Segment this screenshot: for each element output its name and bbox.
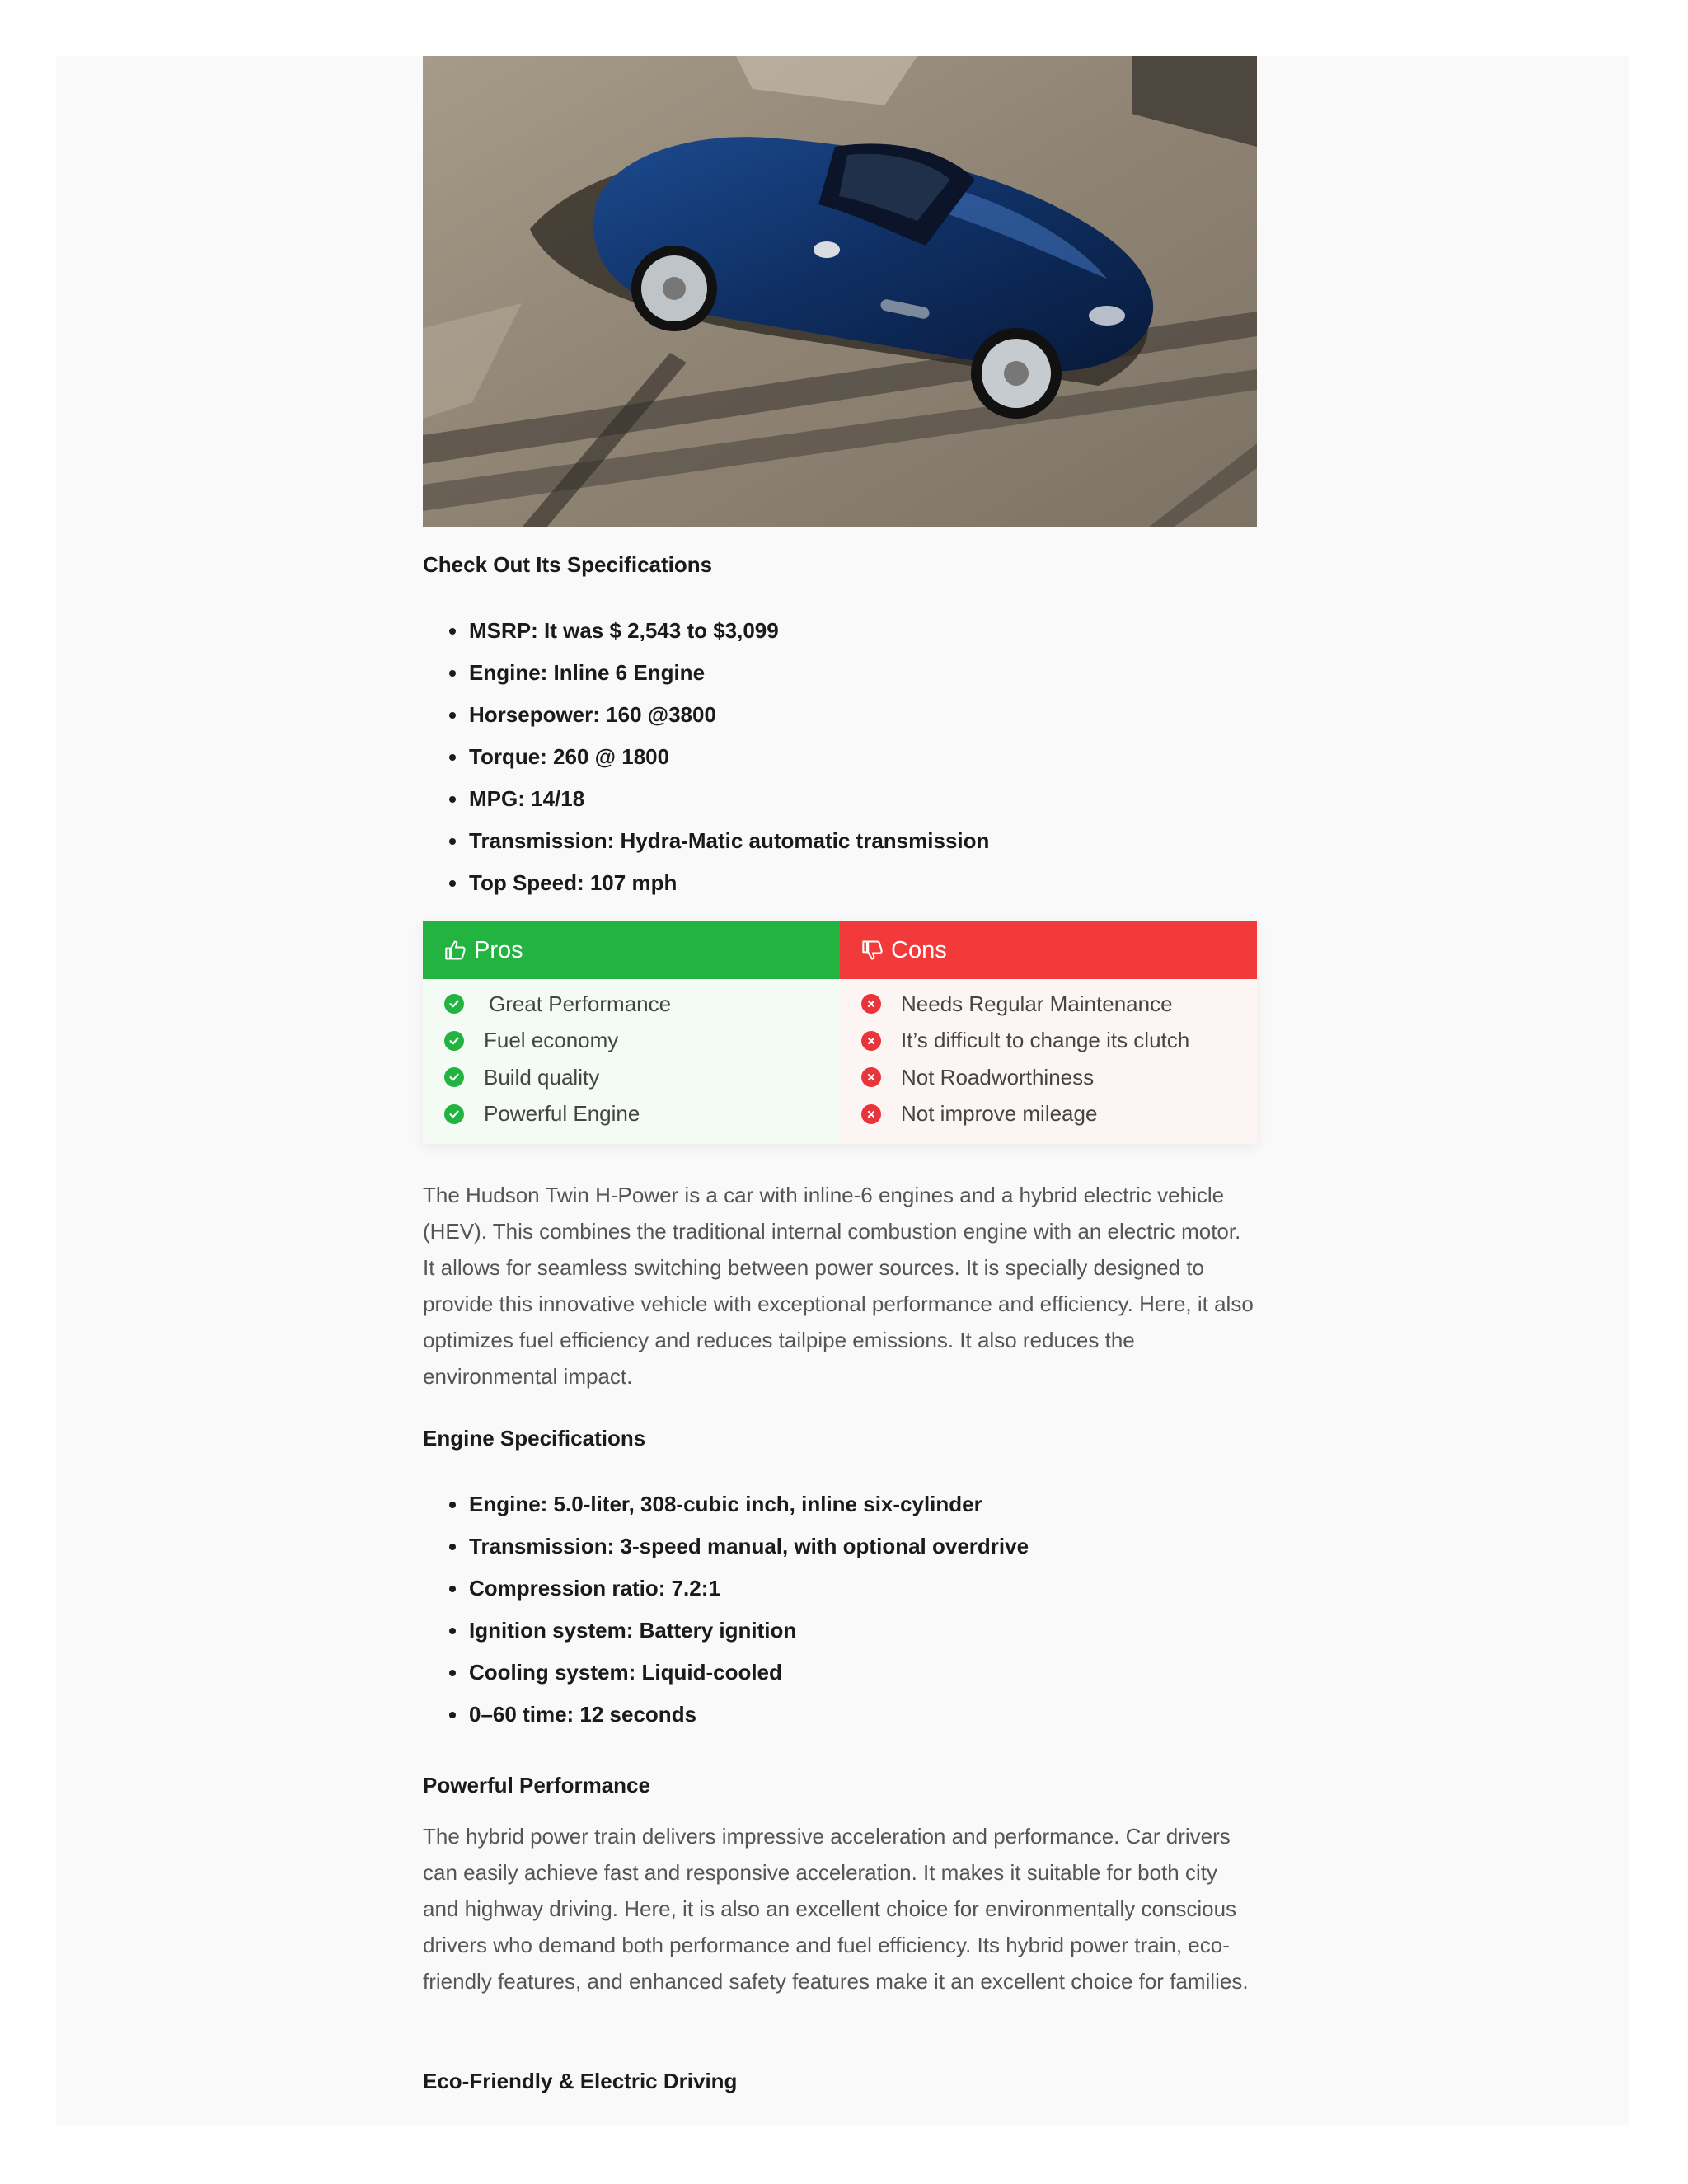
- performance-paragraph: The hybrid power train delivers impressive acceleration and performance. Car drivers can easily achieve fast and responsive acceleration. It makes it suitable for both city and highway driving. Here, it is also an excellent choice for environmentally conscious drivers who demand both performance and fuel efficiency. Its hybrid power train, eco-friendly features, and enhanced safety features make it an excellent choice for families.: [423, 1824, 1249, 1994]
- eco-heading: Eco-Friendly & Electric Driving: [423, 2069, 738, 2093]
- intro-paragraph: The Hudson Twin H-Power is a car with inline-6 engines and a hybrid electric vehicle (HEV). This combines the traditional internal combustion engine with an electric motor. It allows for seamless switching between power sources. It is specially designed to provide this innovative vehicle with exceptional performance and efficiency. Here, it also optimizes fuel efficiency and reduces tailpipe emissions. It also reduces the environmental impact.: [423, 1183, 1254, 1389]
- check-icon: [444, 1067, 464, 1087]
- pros-item-label: Build quality: [484, 1064, 600, 1090]
- pros-list: [423, 979, 840, 1132]
- cons-item-label: Not improve mileage: [901, 1101, 1098, 1127]
- list-item: MPG: 14/18: [469, 785, 989, 827]
- thumbs-down-icon: [861, 939, 884, 962]
- thumbs-up-icon: [444, 939, 467, 962]
- cons-item-label: It’s difficult to change its clutch: [901, 1028, 1190, 1053]
- page: [56, 56, 1629, 2125]
- specs-heading: Check Out Its Specifications: [423, 552, 713, 577]
- list-item: Horsepower: 160 @3800: [469, 701, 989, 743]
- engine-list: [423, 1490, 1029, 1742]
- check-icon: [444, 994, 464, 1014]
- pros-item-label: Powerful Engine: [484, 1101, 640, 1127]
- pros-item-label: Fuel economy: [484, 1028, 619, 1053]
- x-circle-icon: [861, 1031, 881, 1051]
- engine-heading: Engine Specifications: [423, 1426, 646, 1451]
- cons-item-label: Not Roadworthiness: [901, 1064, 1095, 1090]
- cons-list: [840, 979, 1257, 1132]
- performance-heading: Powerful Performance: [423, 1773, 650, 1797]
- list-item: [840, 1059, 1257, 1096]
- list-item: [840, 1096, 1257, 1133]
- list-item: Ignition system: Battery ignition: [469, 1616, 1029, 1658]
- cons-header: [840, 921, 1257, 979]
- check-icon: [444, 1104, 464, 1124]
- x-circle-icon: [861, 994, 881, 1014]
- check-icon: [444, 1031, 464, 1051]
- list-item: [423, 1096, 840, 1133]
- list-item: Engine: 5.0-liter, 308-cubic inch, inline six-cylinder: [469, 1490, 1029, 1532]
- cons-title: Cons: [891, 936, 947, 963]
- list-item: Transmission: 3-speed manual, with optional overdrive: [469, 1532, 1029, 1574]
- list-item: Engine: Inline 6 Engine: [469, 658, 989, 701]
- list-item: [423, 986, 840, 1023]
- pros-cons-box: [423, 921, 1257, 1144]
- pros-title: Pros: [474, 936, 523, 963]
- cons-column: [840, 921, 1257, 1144]
- car-photo: [423, 56, 1257, 527]
- list-item: [840, 986, 1257, 1023]
- cons-item-label: Needs Regular Maintenance: [901, 991, 1173, 1016]
- x-circle-icon: [861, 1104, 881, 1124]
- list-item: Transmission: Hydra-Matic automatic transmission: [469, 827, 989, 869]
- pros-item-label: Great Performance: [489, 991, 672, 1016]
- list-item: [840, 1023, 1257, 1060]
- car-illustration: [423, 56, 1257, 527]
- list-item: Cooling system: Liquid-cooled: [469, 1658, 1029, 1700]
- list-item: Top Speed: 107 mph: [469, 869, 989, 911]
- pros-column: [423, 921, 840, 1144]
- list-item: Compression ratio: 7.2:1: [469, 1574, 1029, 1616]
- x-circle-icon: [861, 1067, 881, 1087]
- specs-list: [423, 616, 989, 911]
- pros-header: [423, 921, 840, 979]
- list-item: 0–60 time: 12 seconds: [469, 1700, 1029, 1742]
- list-item: MSRP: It was $ 2,543 to $3,099: [469, 616, 989, 658]
- list-item: Torque: 260 @ 1800: [469, 743, 989, 785]
- list-item: [423, 1059, 840, 1096]
- list-item: [423, 1023, 840, 1060]
